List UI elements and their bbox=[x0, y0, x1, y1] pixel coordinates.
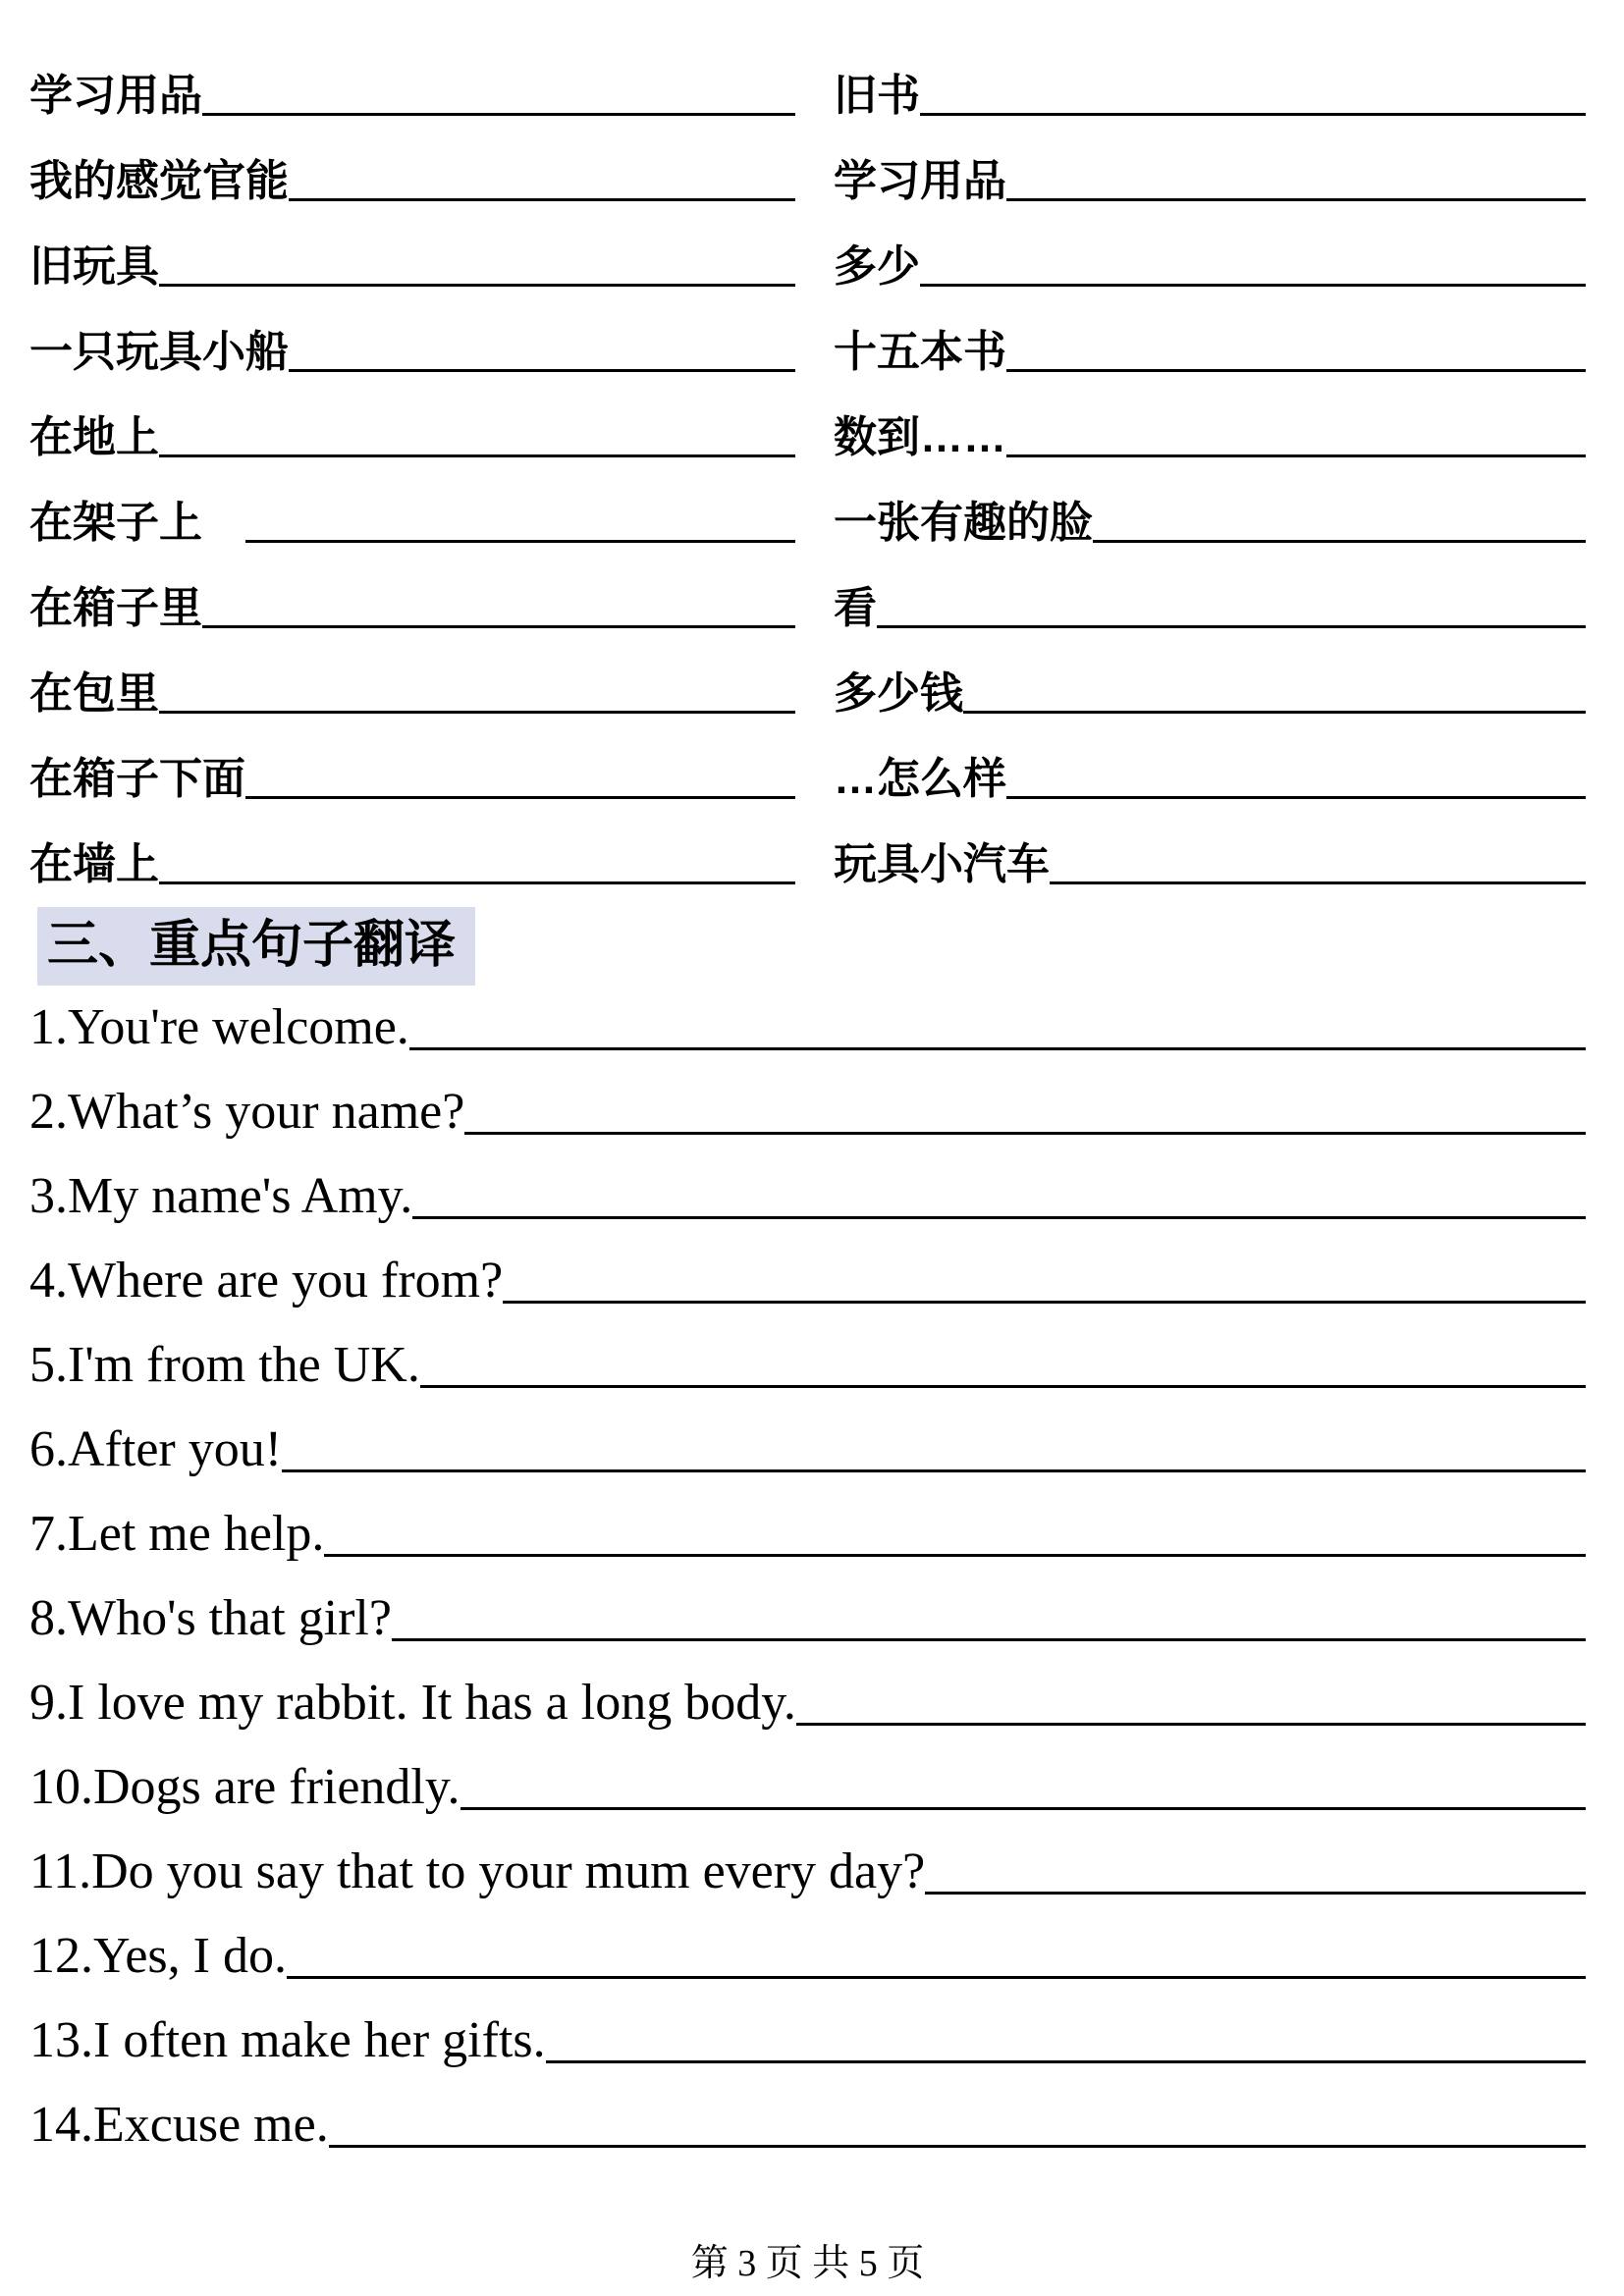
vocab-term-left: 我的感觉官能 bbox=[29, 157, 289, 205]
sentence-row bbox=[29, 1323, 1586, 1408]
vocab-cell-left bbox=[29, 138, 795, 224]
answer-blank-line bbox=[460, 1807, 1587, 1810]
answer-blank-line bbox=[392, 1638, 1586, 1641]
answer-blank-line bbox=[420, 1385, 1586, 1388]
answer-blank-line bbox=[159, 284, 795, 287]
vocab-row bbox=[29, 138, 1586, 224]
section-heading bbox=[29, 907, 1586, 986]
vocab-cell-left bbox=[29, 736, 795, 822]
vocab-term-left: 在架子上 bbox=[29, 499, 245, 547]
answer-blank-line bbox=[1006, 796, 1586, 799]
answer-blank-line bbox=[920, 284, 1586, 287]
vocab-term-left: 在地上 bbox=[29, 413, 159, 461]
sentence-text: 4.Where are you from? bbox=[29, 1253, 504, 1308]
vocab-term-right: 看 bbox=[834, 584, 877, 632]
page-footer: 第 3 页 共 5 页 bbox=[690, 2243, 925, 2284]
answer-blank-line bbox=[1006, 369, 1586, 372]
answer-blank-line bbox=[202, 625, 795, 628]
answer-blank-line bbox=[877, 625, 1586, 628]
sentence-row bbox=[29, 1492, 1586, 1576]
section-heading-text: 三、重点句子翻译 bbox=[37, 907, 475, 986]
vocab-term-right: 数到…… bbox=[834, 413, 1006, 461]
sentence-text: 1.You're welcome. bbox=[29, 999, 409, 1055]
vocab-term-right: 旧书 bbox=[834, 72, 920, 120]
vocab-term-right: 一张有趣的脸 bbox=[834, 499, 1093, 547]
answer-blank-line bbox=[202, 113, 795, 116]
answer-blank-line bbox=[925, 1892, 1586, 1895]
answer-blank-line bbox=[546, 2060, 1586, 2063]
sentence-row bbox=[29, 1576, 1586, 1661]
vocab-row bbox=[29, 53, 1586, 138]
vocab-term-left: 在墙上 bbox=[29, 840, 159, 888]
vocab-cell-right bbox=[834, 395, 1586, 480]
vocab-term-left: 在箱子下面 bbox=[29, 755, 245, 803]
vocab-row bbox=[29, 736, 1586, 822]
vocab-term-right: 多少 bbox=[834, 242, 920, 291]
vocab-row bbox=[29, 224, 1586, 309]
vocab-cell-right bbox=[834, 736, 1586, 822]
answer-blank-line bbox=[796, 1723, 1586, 1726]
vocab-term-left: 一只玩具小船 bbox=[29, 328, 289, 376]
sentence-row bbox=[29, 1914, 1586, 1999]
sentence-text: 9.I love my rabbit. It has a long body. bbox=[29, 1675, 796, 1731]
vocab-term-left: 旧玩具 bbox=[29, 242, 159, 291]
answer-blank-line bbox=[159, 711, 795, 714]
vocab-term-left: 学习用品 bbox=[29, 72, 202, 120]
vocab-cell-right bbox=[834, 565, 1586, 651]
sentence-row bbox=[29, 1154, 1586, 1239]
vocab-section bbox=[29, 0, 1586, 907]
answer-blank-line bbox=[324, 1554, 1586, 1557]
sentence-row bbox=[29, 1408, 1586, 1492]
sentence-text: 3.My name's Amy. bbox=[29, 1168, 413, 1224]
sentences-section bbox=[29, 986, 1586, 2167]
sentence-text: 8.Who's that girl? bbox=[29, 1590, 392, 1646]
answer-blank-line bbox=[1006, 454, 1586, 457]
vocab-row bbox=[29, 651, 1586, 736]
answer-blank-line bbox=[1006, 198, 1586, 201]
sentence-text: 5.I'm from the UK. bbox=[29, 1337, 420, 1393]
vocab-term-left: 在包里 bbox=[29, 669, 159, 718]
answer-blank-line bbox=[464, 1132, 1586, 1135]
answer-blank-line bbox=[287, 1976, 1586, 1979]
vocab-cell-right bbox=[834, 651, 1586, 736]
vocab-cell-left bbox=[29, 565, 795, 651]
vocab-term-right: 学习用品 bbox=[834, 157, 1006, 205]
sentence-row bbox=[29, 1830, 1586, 1914]
sentence-row bbox=[29, 1239, 1586, 1323]
sentence-row bbox=[29, 1070, 1586, 1154]
vocab-row bbox=[29, 480, 1586, 565]
vocab-row bbox=[29, 822, 1586, 907]
sentence-row bbox=[29, 2083, 1586, 2167]
vocab-cell-left bbox=[29, 395, 795, 480]
answer-blank-line bbox=[1093, 540, 1586, 543]
vocab-cell-right bbox=[834, 224, 1586, 309]
vocab-row bbox=[29, 395, 1586, 480]
sentence-text: 7.Let me help. bbox=[29, 1506, 325, 1562]
answer-blank-line bbox=[289, 198, 795, 201]
vocab-cell-right bbox=[834, 822, 1586, 907]
answer-blank-line bbox=[289, 369, 795, 372]
answer-blank-line bbox=[159, 454, 795, 457]
sentence-row bbox=[29, 1999, 1586, 2083]
vocab-row bbox=[29, 565, 1586, 651]
answer-blank-line bbox=[412, 1216, 1586, 1219]
sentence-text: 6.After you! bbox=[29, 1421, 283, 1477]
vocab-cell-left bbox=[29, 224, 795, 309]
sentence-row bbox=[29, 986, 1586, 1070]
vocab-cell-left bbox=[29, 309, 795, 395]
vocab-cell-right bbox=[834, 480, 1586, 565]
vocab-cell-left bbox=[29, 822, 795, 907]
vocab-cell-right bbox=[834, 138, 1586, 224]
answer-blank-line bbox=[1050, 881, 1586, 884]
answer-blank-line bbox=[245, 796, 795, 799]
sentence-text: 2.What’s your name? bbox=[29, 1084, 465, 1140]
vocab-cell-left bbox=[29, 480, 795, 565]
vocab-term-right: 多少钱 bbox=[834, 669, 963, 718]
answer-blank-line bbox=[963, 711, 1586, 714]
vocab-cell-left bbox=[29, 651, 795, 736]
vocab-row bbox=[29, 309, 1586, 395]
answer-blank-line bbox=[245, 540, 795, 543]
answer-blank-line bbox=[503, 1301, 1586, 1304]
vocab-cell-right bbox=[834, 309, 1586, 395]
sentence-row bbox=[29, 1745, 1586, 1830]
sentence-text: 12.Yes, I do. bbox=[29, 1928, 287, 1984]
vocab-term-left: 在箱子里 bbox=[29, 584, 202, 632]
vocab-cell-right bbox=[834, 53, 1586, 138]
sentence-text: 14.Excuse me. bbox=[29, 2097, 329, 2153]
sentence-text: 11.Do you say that to your mum every day? bbox=[29, 1843, 926, 1899]
vocab-term-right: …怎么样 bbox=[834, 755, 1006, 803]
vocab-term-right: 玩具小汽车 bbox=[834, 840, 1050, 888]
vocab-cell-left bbox=[29, 53, 795, 138]
answer-blank-line bbox=[282, 1469, 1586, 1472]
sentence-row bbox=[29, 1661, 1586, 1745]
answer-blank-line bbox=[920, 113, 1586, 116]
answer-blank-line bbox=[159, 881, 795, 884]
answer-blank-line bbox=[329, 2145, 1586, 2148]
vocab-term-right: 十五本书 bbox=[834, 328, 1006, 376]
answer-blank-line bbox=[409, 1047, 1586, 1050]
sentence-text: 10.Dogs are friendly. bbox=[29, 1759, 460, 1815]
sentence-text: 13.I often make her gifts. bbox=[29, 2012, 546, 2068]
